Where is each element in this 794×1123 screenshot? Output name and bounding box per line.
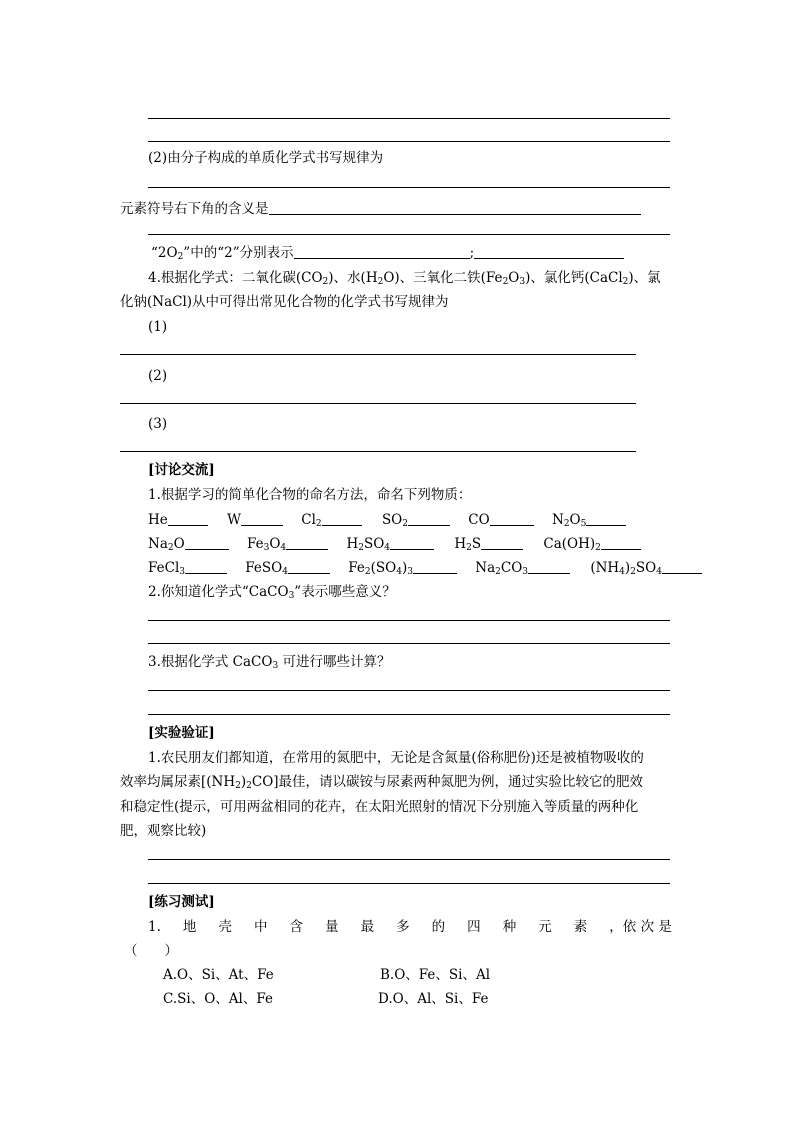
answer-blank [474, 245, 624, 259]
discussion-question-2: 2.你知道化学式“CaCO$_3$”表示哪些意义？ [148, 584, 396, 601]
question-subscript-meaning: 元素符号右下角的含义是 [120, 199, 641, 219]
question-4-line1: 4.根据化学式：二氧化碳$(CO_2)$、水$(H_2O)$、三氧化二铁$(Fe_2O_3)$、氯化钙(CaCl$_2$)、氯 [148, 270, 661, 287]
naming-row-2: $Na_2O$ $Fe_3O_4$ $H_2SO_4$ $H_2S$ $Ca(OH)_2$ [148, 534, 641, 554]
experiment-line-4: 肥，观察比较) [120, 823, 207, 839]
choice-c: C.Si、O、Al、Fe [163, 991, 273, 1007]
answer-line [120, 403, 636, 404]
answer-line [120, 354, 636, 355]
item-3-label: (3) [148, 416, 168, 432]
section-heading-discussion: [讨论交流] [148, 462, 215, 478]
experiment-line-1: 1.农民朋友们都知道，在常用的氮肥中，无论是含氮量(俗称肥份)还是被植物吸收的 [148, 750, 644, 766]
section-heading-experiment: [实验验证] [148, 725, 215, 741]
naming-row-3: FeCl$_3$ FeSO$_4$ $Fe_2(SO_4)_3$ $Na_2CO_3$ $(NH_4)_2SO_4$ [148, 558, 702, 578]
answer-line [148, 234, 670, 235]
question-rule-2: (2)由分子构成的单质化学式书写规律为 [148, 150, 384, 166]
answer-blank [269, 201, 641, 215]
section-heading-practice: [练习测试] [148, 894, 215, 910]
choice-b: B.O、Fe、Si、Al [380, 967, 491, 983]
item-2-label: (2) [148, 368, 168, 384]
choice-d: D.O、Al、Si、Fe [378, 991, 489, 1007]
answer-line [148, 690, 670, 691]
answer-line [148, 859, 670, 860]
answer-line [148, 141, 670, 142]
question-2o2: “$2O_2$”中的“2”分别表示 ; [151, 243, 624, 263]
question-4-line2: 化钠(NaCl)从中可得出常见化合物的化学式书写规律为 [120, 294, 449, 310]
practice-question-1: 1. 地 壳 中 含 量 最 多 的 四 种 元 素 ，依 次 是 [148, 919, 672, 935]
discussion-question-1: 1.根据学习的简单化合物的命名方法，命名下列物质： [148, 487, 472, 503]
answer-line [148, 714, 670, 715]
experiment-line-3: 和稳定性(提示，可用两盆相同的花卉，在太阳光照射的情况下分别施入等质量的两种化 [120, 799, 639, 815]
choice-a: A.O、Si、At、Fe [163, 967, 274, 983]
discussion-question-3: 3.根据化学式 CaCO$_3$ 可进行哪些计算？ [148, 654, 391, 671]
practice-answer-paren: （ ） [124, 943, 178, 959]
answer-line [148, 118, 670, 119]
naming-row-1: He W $Cl_2$ $SO_2$ CO $N_2O_5$ [148, 510, 626, 530]
answer-line [148, 187, 670, 188]
item-1-label: (1) [148, 319, 168, 335]
answer-blank [294, 245, 470, 259]
answer-line [148, 883, 670, 884]
answer-line [120, 451, 636, 452]
answer-line [148, 620, 670, 621]
experiment-line-2: 效率均属尿素$[(NH_2)_2CO]$最佳，请以碳铵与尿素两种氮肥为例，通过实验比较它的肥效 [120, 774, 644, 791]
answer-line [148, 643, 670, 644]
